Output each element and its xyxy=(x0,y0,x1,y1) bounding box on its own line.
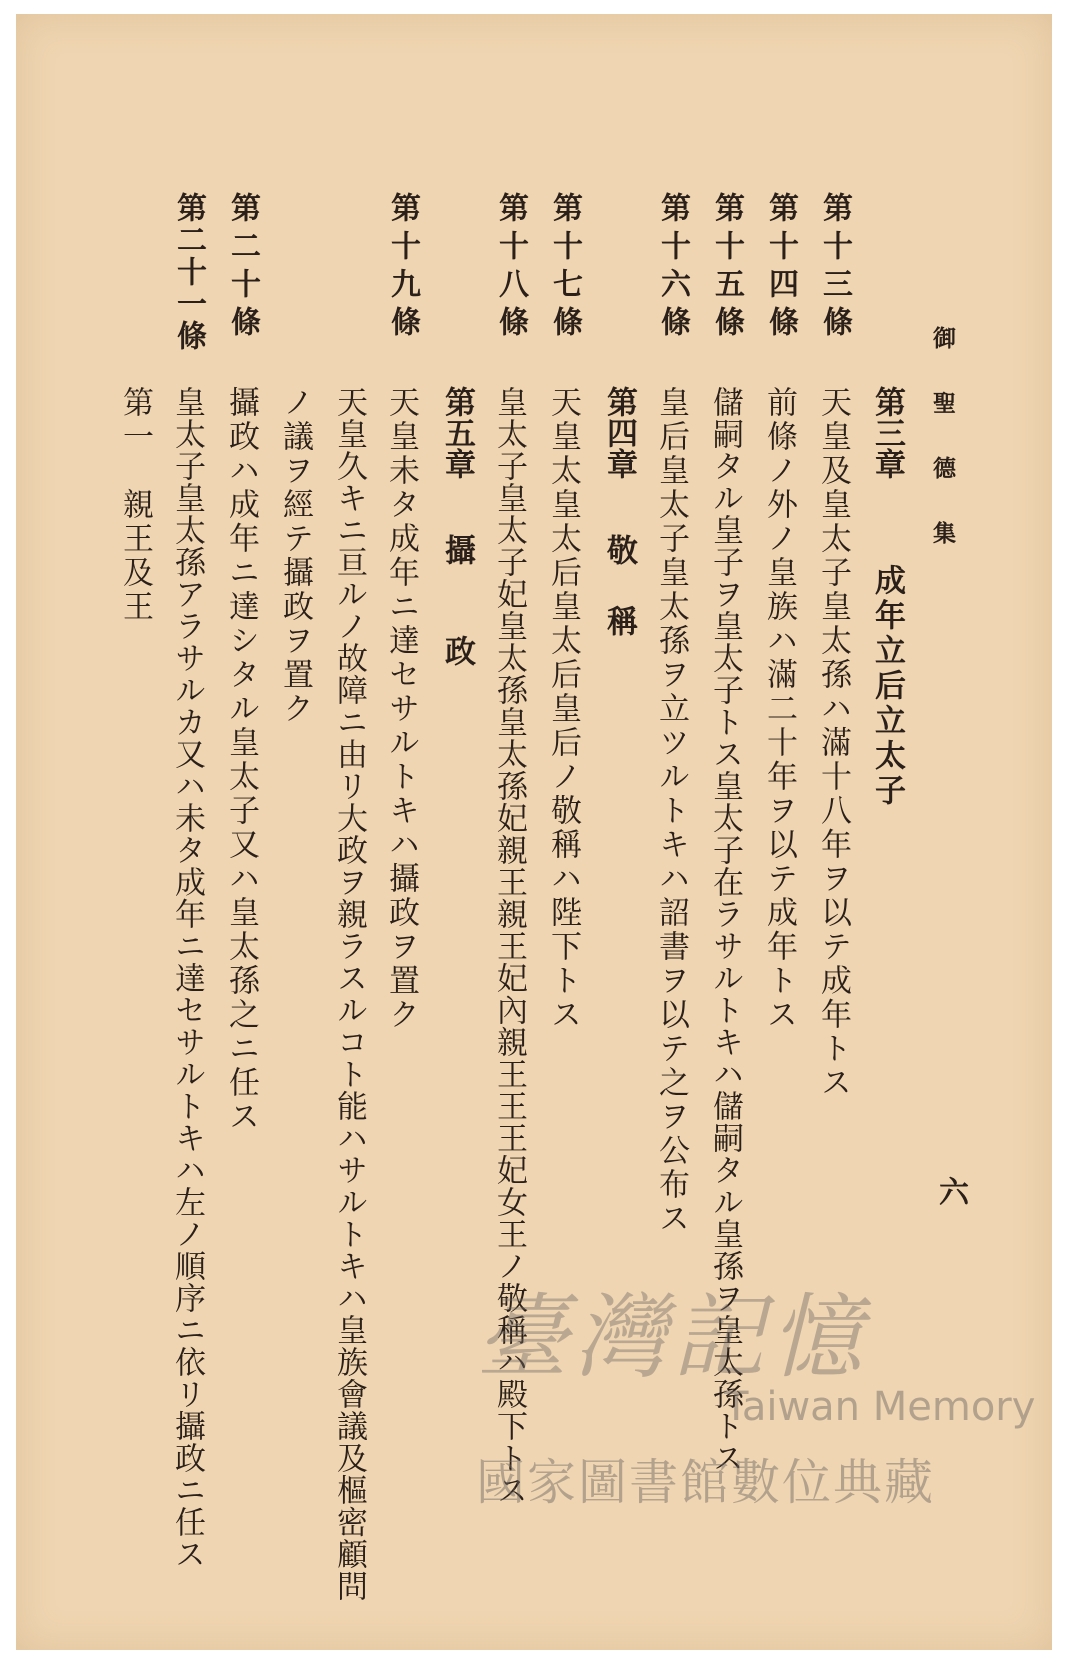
article-18-number: 第十八條 xyxy=(493,192,528,344)
article-18-text: 皇太子皇太子妃皇太孫皇太孫妃親王親王妃內親王王王妃女王ノ敬稱ハ殿下トス xyxy=(491,386,527,1506)
article-21-number: 第二十一條 xyxy=(171,192,206,352)
book-page xyxy=(16,14,1052,1650)
article-21-item-1: 第一 親王及王 xyxy=(117,386,153,624)
article-19-number: 第十九條 xyxy=(385,192,420,344)
chapter-4-number: 第四章 xyxy=(601,386,637,479)
chapter-4-title: 敬稱 xyxy=(601,534,637,676)
article-19-text-3: ノ議ヲ經テ攝政ヲ置ク xyxy=(277,386,313,726)
chapter-3-number: 第三章 xyxy=(869,386,905,479)
book-title-header: 御聖德集 xyxy=(929,326,956,586)
article-17-number: 第十七條 xyxy=(547,192,582,344)
article-16-number: 第十六條 xyxy=(655,192,690,344)
watermark-english: Taiwan Memory xyxy=(724,1384,1036,1430)
article-16-text: 皇后皇太子皇太孫ヲ立ツルトキハ詔書ヲ以テ之ヲ公布ス xyxy=(653,386,689,1236)
watermark-logo-text: 臺灣記憶 xyxy=(476,1284,869,1391)
article-15-text: 儲嗣タル皇子ヲ皇太子トス皇太子在ラサルトキハ儲嗣タル皇孫ヲ皇太孫トス xyxy=(707,386,743,1474)
chapter-3-title: 成年立后立太子 xyxy=(869,564,905,809)
article-20-number: 第二十條 xyxy=(225,192,260,344)
article-20-text: 攝政ハ成年ニ達シタル皇太子又ハ皇太孫之ニ任ス xyxy=(223,386,259,1134)
page-number: 六 xyxy=(933,1176,968,1206)
article-13-text: 天皇及皇太子皇太孫ハ滿十八年ヲ以テ成年トス xyxy=(815,386,851,1100)
article-13-number: 第十三條 xyxy=(817,192,852,344)
article-14-text: 前條ノ外ノ皇族ハ滿二十年ヲ以テ成年トス xyxy=(761,386,797,1032)
article-19-text: 天皇未タ成年ニ達セサルトキハ攝政ヲ置ク xyxy=(383,386,419,1032)
article-14-number: 第十四條 xyxy=(763,192,798,344)
chapter-5-number: 第五章 xyxy=(439,386,475,479)
watermark-chinese: 國家圖書館數位典藏 xyxy=(476,1454,936,1511)
article-19-text-2: 天皇久キニ亘ルノ故障ニ由リ大政ヲ親ラスルコト能ハサルトキハ皇族會議及樞密顧問 xyxy=(331,386,367,1602)
chapter-5-title: 攝政 xyxy=(439,534,475,736)
article-17-text: 天皇太皇太后皇太后皇后ノ敬稱ハ陛下トス xyxy=(545,386,581,1032)
article-21-text: 皇太子皇太孫アラサルカ又ハ未タ成年ニ達セサルトキハ左ノ順序ニ依リ攝政ニ任ス xyxy=(169,386,205,1570)
article-15-number: 第十五條 xyxy=(709,192,744,344)
